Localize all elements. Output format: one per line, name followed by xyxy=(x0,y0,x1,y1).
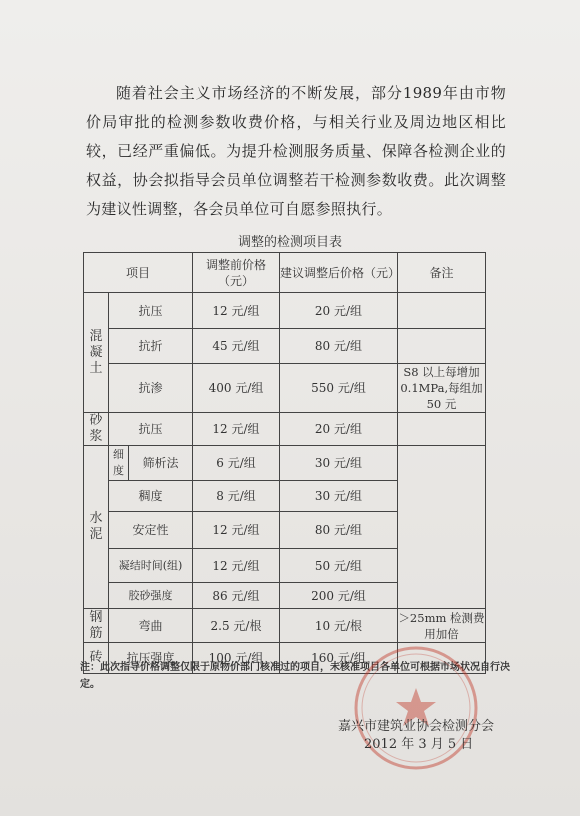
header-remark: 备注 xyxy=(398,253,486,293)
table-row: 稠度 8 元/组 30 元/组 xyxy=(84,481,486,512)
subgroup-fineness: 细度 xyxy=(109,446,129,481)
table-row: 胶砂强度 86 元/组 200 元/组 xyxy=(84,583,486,609)
table-row: 砖 抗压强度 100 元/组 160 元/组 xyxy=(84,643,486,674)
header-after: 建议调整后价格（元） xyxy=(280,253,398,293)
table-row: 安定性 12 元/组 80 元/组 xyxy=(84,512,486,549)
remark-steel: ＞25mm 检测费用加倍 xyxy=(398,610,485,641)
table-row: 砂浆 抗压 12 元/组 20 元/组 xyxy=(84,413,486,446)
signature-date: 2012 年 3 月 5 日 xyxy=(364,737,474,752)
signature-org: 嘉兴市建筑业协会检测分会 xyxy=(338,719,495,734)
group-brick: 砖 xyxy=(84,643,109,674)
header-item: 项目 xyxy=(84,253,193,293)
header-before: 调整前价格 （元） xyxy=(193,253,280,293)
footnote: 注：此次指导价格调整仅限于原物价部门核准过的项目，未核准项目各单位可根据市场状况自行决定。 xyxy=(80,662,510,690)
table-row: 水泥 细度 筛析法 6 元/组 30 元/组 xyxy=(84,446,486,481)
group-concrete: 混凝土 xyxy=(84,293,109,413)
table-row: 混凝土 抗压 12 元/组 20 元/组 xyxy=(84,293,486,329)
table-row: 抗折 45 元/组 80 元/组 xyxy=(84,329,486,364)
table-title: 调整的检测项目表 xyxy=(237,235,342,250)
group-mortar: 砂浆 xyxy=(84,413,109,446)
group-cement: 水泥 xyxy=(84,446,109,609)
remark-impermeability: S8 以上每增加 0.1MPa,每组加 50 元 xyxy=(398,364,486,413)
table-row: 凝结时间(组) 12 元/组 50 元/组 xyxy=(84,549,486,583)
table-row: 抗渗 400 元/组 550 元/组 S8 以上每增加 0.1MPa,每组加 50 元 xyxy=(84,364,486,413)
group-steel: 钢筋 xyxy=(84,609,109,643)
table-row: 钢筋 弯曲 2.5 元/根 10 元/根 ＞25mm 检测费用加倍 xyxy=(84,609,486,643)
price-table xyxy=(83,252,486,674)
intro-paragraph: 随着社会主义市场经济的不断发展，部分1989年由市物价局审批的检测参数收费价格，与相关行业及周边地区相比较，已经严重偏低。为提升检测服务质量、保障各检测企业的权益，协会拟指导会员单位调整若干检测参数收费。此次调整为建议性调整，各会员单位可自愿参照执行。 xyxy=(86,84,506,218)
table-header-row xyxy=(84,253,486,293)
